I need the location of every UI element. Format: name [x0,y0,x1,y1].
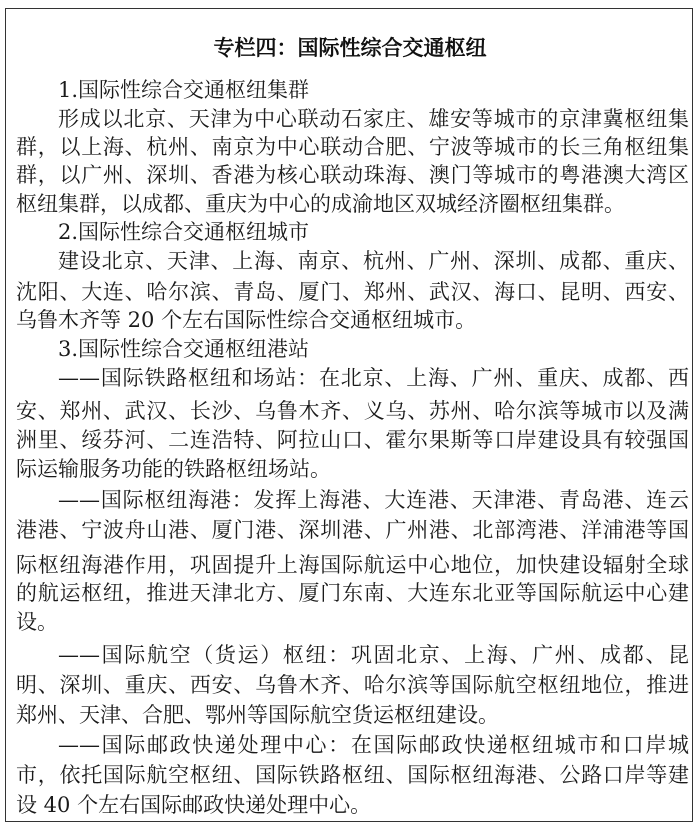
paragraph-line: 际运输服务功能的铁路枢纽场站。 [16,457,331,481]
paragraph-line: 明、深圳、重庆、西安、乌鲁木齐、哈尔滨等国际航空枢纽地位，推进 [16,673,689,697]
paragraph-line: 际枢纽海港作用，巩固提升上海国际航运中心地位，加快建设辐射全球 [16,553,689,577]
paragraph-line: 郑州、天津、合肥、鄂州等国际航空货运枢纽建设。 [16,703,499,727]
paragraph-line: ——国际铁路枢纽和场站：在北京、上海、广州、重庆、成都、西 [58,366,689,390]
column-title: 专栏四：国际性综合交通枢纽 [213,36,487,60]
paragraph-line: 乌鲁木齐等 20 个左右国际性综合交通枢纽城市。 [16,308,477,332]
section-heading: 1.国际性综合交通枢纽集群 [58,78,310,102]
paragraph-line: 沈阳、大连、哈尔滨、青岛、厦门、郑州、武汉、海口、昆明、西安、 [16,280,689,304]
paragraph-line: 群，以上海、杭州、南京为中心联动合肥、宁波等城市的长三角枢纽集 [16,135,689,159]
paragraph-line: 枢纽集群，以成都、重庆为中心的成渝地区双城经济圈枢纽集群。 [16,192,625,216]
paragraph-line: ——国际航空（货运）枢纽：巩固北京、上海、广州、成都、昆 [58,643,689,667]
paragraph-line: 安、郑州、武汉、长沙、乌鲁木齐、义乌、苏州、哈尔滨等城市以及满 [16,399,689,423]
paragraph-line: 港港、宁波舟山港、厦门港、深圳港、广州港、北部湾港、洋浦港等国 [16,518,689,542]
section-heading: 2.国际性综合交通枢纽城市 [58,220,310,244]
paragraph-line: 市，依托国际航空枢纽、国际铁路枢纽、国际枢纽海港、公路口岸等建 [16,763,689,787]
section-heading: 3.国际性综合交通枢纽港站 [58,337,310,361]
paragraph-line: 群，以广州、深圳、香港为核心联动珠海、澳门等城市的粤港澳大湾区 [16,163,689,187]
paragraph-line: ——国际邮政快递处理中心：在国际邮政快递枢纽城市和口岸城 [58,733,689,757]
paragraph-line: 的航运枢纽，推进天津北方、厦门东南、大连东北亚等国际航运中心建 [16,581,689,605]
paragraph-line: 形成以北京、天津为中心联动石家庄、雄安等城市的京津冀枢纽集 [58,107,689,131]
paragraph-line: 建设北京、天津、上海、南京、杭州、广州、深圳、成都、重庆、 [58,249,689,273]
paragraph-line: 洲里、绥芬河、二连浩特、阿拉山口、霍尔果斯等口岸建设具有较强国 [16,428,689,452]
paragraph-line: 设。 [16,610,58,634]
paragraph-line: 设 40 个左右国际邮政快递处理中心。 [16,793,372,817]
paragraph-line: ——国际枢纽海港：发挥上海港、大连港、天津港、青岛港、连云 [58,488,689,512]
